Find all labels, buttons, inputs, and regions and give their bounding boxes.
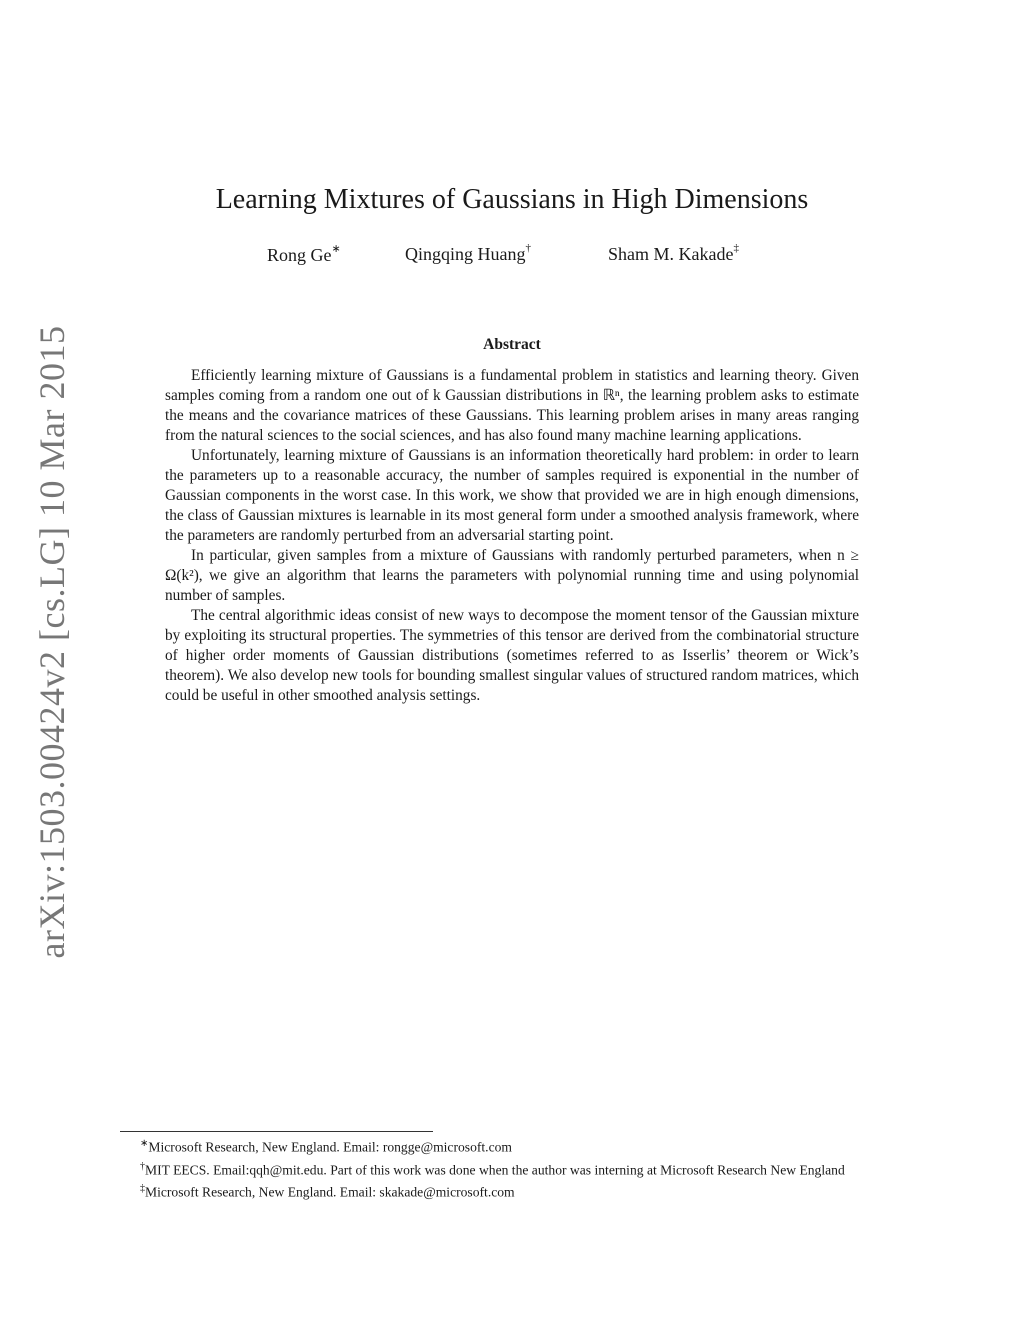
author-3 — [608, 244, 739, 265]
footnote-mark: † — [140, 1160, 145, 1172]
footnote-text: Microsoft Research, New England. Email: rongge@microsoft.com — [148, 1139, 512, 1155]
footnote — [120, 1179, 910, 1202]
abstract-paragraph: Efficiently learning mixture of Gaussians is a fundamental problem in statistics and learning theory. Given samples coming from a random one out of k Gaussian distributions in ℝⁿ, the learning problem asks to estimate the means and the covariance matrices of these Gaussians. This learning problem arises in many areas ranging from the natural sciences to the social sciences, and has also found many machine learning applications. — [165, 367, 859, 444]
abstract-paragraph: The central algorithmic ideas consist of new ways to decompose the moment tensor of the Gaussian mixture by exploiting its structural properties. The symmetries of this tensor are derived from the combinatorial structure of higher order moments of Gaussian distributions (sometimes referred to as Isserlis’ theorem or Wick’s theorem). We also develop new tools for bounding smallest singular values of structured random matrices, which could be useful in other smoothed analysis settings. — [165, 607, 859, 704]
footnotes — [120, 1134, 910, 1202]
author-name: Qingqing Huang — [405, 244, 526, 264]
author-mark: ‡ — [733, 242, 739, 254]
abstract-paragraph: Unfortunately, learning mixture of Gaussians is an information theoretically hard problem: in order to learn the parameters up to a reasonable accuracy, the number of samples required is exponential in the number of Gaussian components in the worst case. In this work, we show that provided we are in high enough dimensions, the class of Gaussian mixtures is learnable in its most general form under a smoothed analysis framework, where the parameters are randomly perturbed from an adversarial starting point. — [165, 447, 859, 544]
abstract-body — [165, 366, 859, 706]
arxiv-identifier: arXiv:1503.00424v2 [cs.LG] 10 Mar 2015 — [32, 325, 72, 959]
abstract-heading: Abstract — [483, 336, 541, 353]
author-mark: † — [525, 242, 531, 254]
footnote-mark: ∗ — [140, 1138, 149, 1149]
footnote-mark: ‡ — [140, 1183, 145, 1195]
author-name: Sham M. Kakade — [608, 244, 734, 264]
abstract-paragraph: In particular, given samples from a mixture of Gaussians with randomly perturbed parameters, when n ≥ Ω(k²), we give an algorithm that learns the parameters with polynomial running time and using polynomial number of samples. — [165, 547, 859, 604]
footnote-text: Microsoft Research, New England. Email: skakade@microsoft.com — [145, 1184, 515, 1200]
footnote-text: MIT EECS. Email:qqh@mit.edu. Part of this work was done when the author was interning at Microsoft Research New England — [145, 1162, 845, 1178]
author-1 — [267, 244, 341, 266]
footnote — [120, 1157, 910, 1180]
footnote-divider — [120, 1131, 433, 1132]
author-name: Rong Ge — [267, 245, 332, 265]
footnote — [120, 1134, 910, 1157]
author-2 — [405, 244, 531, 265]
author-list — [0, 244, 1024, 272]
paper-title: Learning Mixtures of Gaussians in High Dimensions — [215, 184, 809, 215]
author-mark: ∗ — [331, 243, 341, 255]
